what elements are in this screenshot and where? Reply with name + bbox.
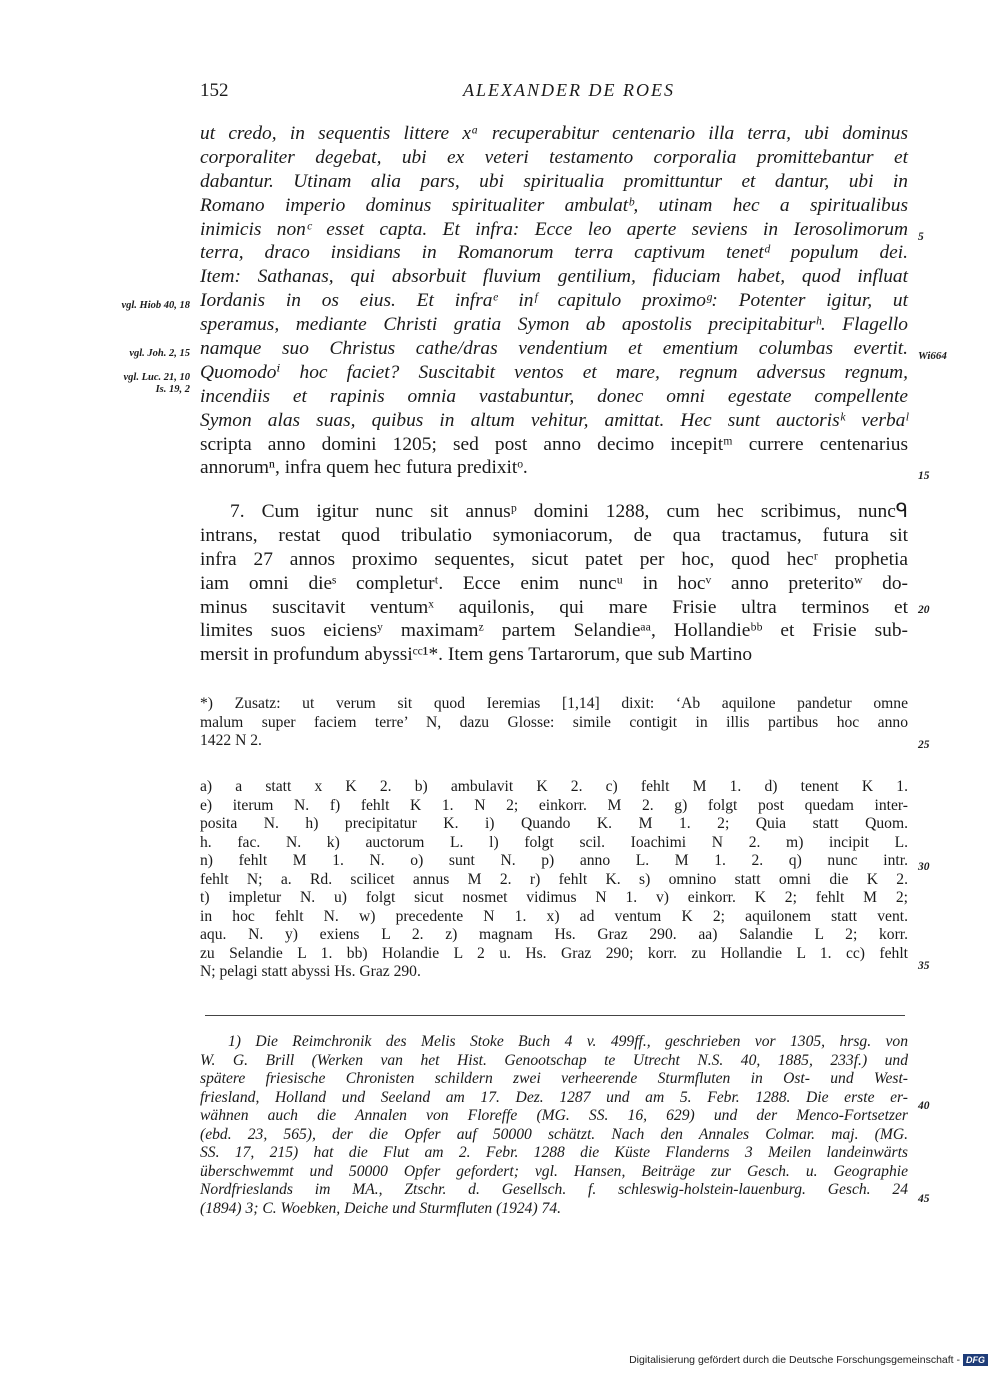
folio-mark: Wi664 (918, 350, 947, 362)
apparatus-line: posita N. h) precipitatur K. i) Quando K. M 1. 2; Quia statt Quom. (200, 815, 908, 832)
text-line: inimicis nonᶜ esset capta. Et infra: Ecce leo aperte seviens in Ierosolimorum (200, 218, 908, 240)
text-line: Iordanis in os eius. Et infraᵉ inᶠ capitulo proximoᵍ: Potenter igitur, ut (200, 290, 908, 312)
body-paragraph-7 (200, 500, 908, 667)
footnote-line: (1894) 3; C. Woebken, Deiche und Sturmfluten (1924) 74. (200, 1199, 562, 1217)
note-line: malum super faciem terre’ N, dazu Glosse: simile contigit in illis partibus hoc anno (200, 713, 908, 731)
page-header (200, 80, 908, 104)
apparatus-line: n) fehlt M 1. N. o) sunt N. p) anno L. M 1. 2. q) nunc intr. (200, 852, 908, 869)
line-number: 15 (918, 470, 930, 482)
text-line: iam omni dieˢ completurᵗ. Ecce enim nuncᵘ in hocᵛ anno preteritoʷ do- (200, 572, 908, 594)
footer-text: Digitalisierung gefördert durch die Deutsche Forschungsgemeinschaft - (629, 1354, 960, 1366)
line-number: 40 (918, 1100, 930, 1112)
text-line: terra, draco insidians in Romanorum terra captivum tenetᵈ populum dei. (200, 242, 908, 264)
footnote-line: SS. 17, 215) hat die Flut am 2. Febr. 1288 die Küste Flanderns 3 Meilen landeinwärts (200, 1144, 908, 1161)
text-line: annorumⁿ, infra quem hec futura predixitᵒ. (200, 457, 528, 479)
footnote-line: friesland, Holland und Seeland am 17. Dez. 1287 und am 5. Febr. 1288. Die erste er- (200, 1088, 908, 1106)
note-line: 1422 N 2. (200, 732, 262, 749)
text-line: namque suo Christus cathe/dras vendentium et ementium columbas evertit. (200, 338, 908, 360)
margin-ref-is: Is. 19, 2 (155, 384, 190, 395)
line-number: 5 (918, 231, 924, 243)
text-line: ut credo, in sequentis littere xᵃ recuperabitur centenario illa terra, ubi dominus (200, 123, 908, 144)
line-number: 35 (918, 960, 930, 972)
footnote-separator (205, 1015, 905, 1016)
margin-ref-hiob: vgl. Hiob 40, 18 (121, 300, 190, 311)
critical-apparatus (200, 778, 908, 982)
line-number: 45 (918, 1193, 930, 1205)
text-line: limites suos eiciensʸ maximamᶻ partem Selandieᵃᵃ, Hollandieᵇᵇ et Frisie sub- (200, 620, 908, 642)
margin-ref-luc: vgl. Luc. 21, 10 (123, 372, 190, 383)
apparatus-line: a) a statt x K 2. b) ambulavit K 2. c) fehlt M 1. d) tenent K 1. (200, 778, 908, 795)
dfg-logo: DFG (963, 1354, 988, 1366)
footnote-line: wähnen auch die Annalen von Floreffe (MG. SS. 16, 629) und der Menco-Fortsetzer (200, 1107, 908, 1124)
running-title: ALEXANDER DE ROES (463, 80, 675, 100)
text-line: dabantur. Utinam alia pars, ubi spiritualia promittuntur et dantur, ubi in (200, 170, 908, 192)
page-number: 152 (200, 80, 229, 101)
apparatus-line: in hoc fehlt N. w) precedente N 1. x) ad ventum K 2; aquilonem statt vent. (200, 907, 908, 925)
text-line: Romano imperio dominus spiritualiter ambulatᵇ, utinam hec a spiritualibus (200, 194, 908, 216)
margin-ref-joh: vgl. Joh. 2, 15 (129, 348, 190, 359)
line-number: 25 (918, 739, 930, 751)
text-line: incendiis et rapinis omnia vastabuntur, donec omni egestate compellente (200, 385, 908, 407)
apparatus-line: N; pelagi statt abyssi Hs. Graz 290. (200, 963, 421, 980)
text-line: infra 27 annos proximo sequentes, sicut patet per hoc, quod hecʳ prophetia (200, 548, 908, 570)
digitization-footer (629, 1354, 988, 1366)
footnote-line: 1) Die Reimchronik des Melis Stoke Buch 4 v. 499ff., geschrieben vor 1305, hrsg. von (228, 1033, 908, 1050)
line-number: 30 (918, 861, 930, 873)
footnote (200, 1033, 908, 1218)
text-line: corporaliter degebat, ubi ex veteri testamento corporalia promittebantur et (200, 146, 908, 168)
apparatus-line: h. fac. N. k) auctorum L. l) folgt scil. Ioachimi N 2. m) incipit L. (200, 833, 908, 851)
apparatus-line: e) iterum N. f) fehlt K 1. N 2; einkorr. M 2. g) folgt post quedam inter- (200, 796, 908, 814)
text-line: scripta anno domini 1205; sed post anno decimo incepitᵐ currere centenarius (200, 433, 908, 455)
footnote-line: spätere friesische Chronisten schildern zwei verheerende Sturmfluten in Ost- und West- (200, 1070, 908, 1087)
note-line: *) Zusatz: ut verum sit quod Ieremias [1,14] dixit: ‘Ab aquilone pandetur omne (200, 695, 908, 712)
text-line: Quomodoⁱ hoc faciet? Suscitabit ventos et mare, regnum adversus regnum, (200, 361, 908, 383)
text-line: intrans, restat quod tribulatio symoniacorum, de qua tractamus, futura sit (200, 524, 908, 546)
body-paragraph-6 (200, 122, 908, 480)
footnote-line: überschwemmt und 50000 Opfer gefordert; vgl. Hansen, Beiträge zur Gesch. u. Geographie (200, 1162, 908, 1180)
apparatus-line: aqu. N. y) exiens L 2. z) magnam Hs. Graz 290. aa) Salandie L 2; korr. (200, 926, 908, 943)
text-line: Symon alas suas, quibus in altum vehitur, amittat. Hec sunt auctorisᵏ verbaˡ (200, 409, 908, 431)
line-number: 20 (918, 604, 930, 616)
apparatus-line: t) impletur N. u) folgt sicut nosmet vidimus N 1. v) einkorr. K 2; fehlt M 2; (200, 889, 908, 906)
text-line: 7. Cum igitur nunc sit annusᵖ domini 1288, cum hec scribimus, nuncᑫ (230, 501, 908, 522)
footnote-line: W. G. Brill (Werken van het Hist. Genootschap te Utrecht N.S. 40, 1885, 233f.) und (200, 1051, 908, 1069)
text-line: mersit in profundum abyssiᶜᶜ¹*. Item gens Tartarorum, que sub Martino (200, 644, 753, 666)
footnote-line: (ebd. 23, 565), der die Opfer auf 50000 schätzt. Nach den Annales Colmar. maj. (MG. (200, 1125, 908, 1143)
text-line: minus suscitavit ventumˣ aquilonis, qui mare Frisie ultra terminos et (200, 596, 908, 618)
text-line: Item: Sathanas, qui absorbuit fluvium gentilium, fiduciam habet, quod influat (200, 266, 908, 288)
apparatus-line: fehlt N; a. Rd. scilicet annus M 2. r) fehlt K. s) omnino statt omni die K 2. (200, 870, 908, 888)
footnote-line: Nordfrieslands im MA., Ztschr. d. Gesellsch. f. schleswig-holstein-lauenburg. Gesch. 24 (200, 1181, 908, 1198)
apparatus-line: zu Selandie L 1. bb) Holandie L 2 u. Hs. Graz 290; korr. zu Hollandie L 1. cc) fehlt (200, 944, 908, 962)
addition-note (200, 695, 908, 751)
text-line: speramus, mediante Christi gratia Symon ab apostolis precipitabiturʰ. Flagello (200, 314, 908, 336)
